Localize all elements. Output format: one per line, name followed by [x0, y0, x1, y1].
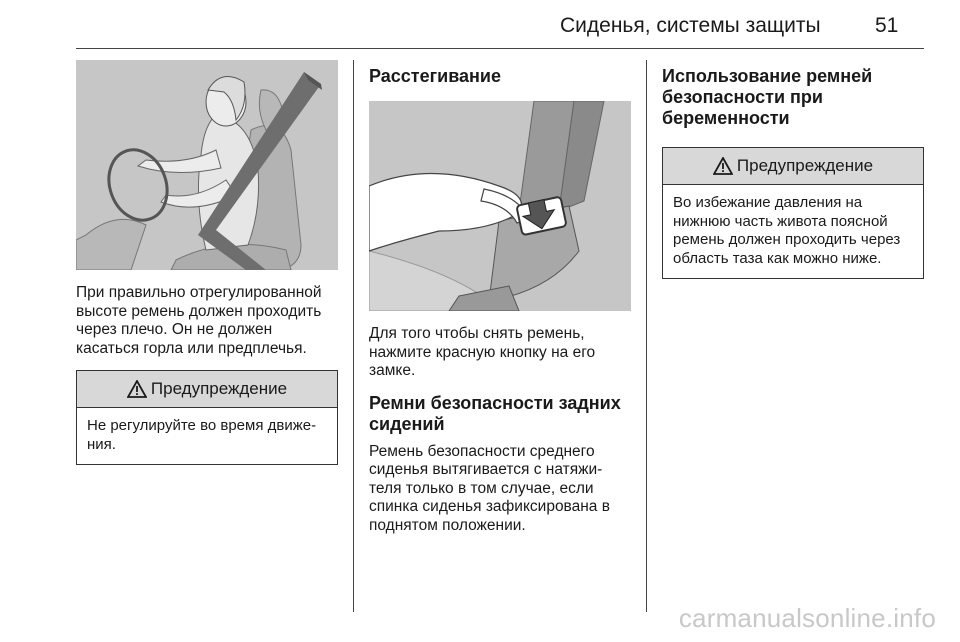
page-number: 51	[875, 14, 899, 37]
heading-unfastening: Расстегивание	[369, 66, 501, 86]
column-right	[662, 60, 924, 279]
heading-rear-seatbelts: Ремни безопасности задних сидений	[369, 392, 621, 434]
page-header-title: Сиденья, системы защиты	[560, 14, 821, 37]
column-left	[76, 60, 338, 465]
warning-triangle-icon	[127, 380, 147, 398]
driver-seatbelt-illustration	[76, 60, 338, 270]
column-middle	[369, 60, 631, 535]
buckle-release-illustration	[369, 101, 631, 311]
column-divider	[353, 60, 354, 612]
warning-box	[662, 147, 924, 279]
warning-title: Предупреждение	[736, 156, 874, 175]
watermark: carmanualsonline.info	[678, 603, 936, 633]
paragraph-belt-adjustment: При правильно отрегулированной высоте ремень должен проходить через плечо. Он не должен касаться горла или предплечья.	[76, 284, 322, 357]
warning-header	[77, 371, 337, 408]
warning-header	[663, 148, 923, 185]
heading-pregnancy-belts: Использование ремней безопасности при беременности	[662, 66, 873, 128]
warning-text: Не регулируйте во время движе-ния.	[87, 417, 317, 453]
warning-text: Во избежание давления на нижнюю часть живота поясной ремень должен проходить через область таза как можно ниже.	[673, 194, 901, 267]
column-divider	[646, 60, 647, 612]
paragraph-unfasten-instructions: Для того чтобы снять ремень, нажмите красную кнопку на его замке.	[369, 325, 596, 379]
warning-triangle-icon	[713, 157, 733, 175]
header-divider	[76, 48, 924, 49]
paragraph-rear-seatbelts: Ремень безопасности среднего сиденья вытягивается с натяжи-теля только в том случае, если спинка сиденья зафиксирована в поднятом положении.	[369, 442, 610, 534]
warning-box	[76, 370, 338, 465]
warning-title: Предупреждение	[150, 379, 288, 398]
